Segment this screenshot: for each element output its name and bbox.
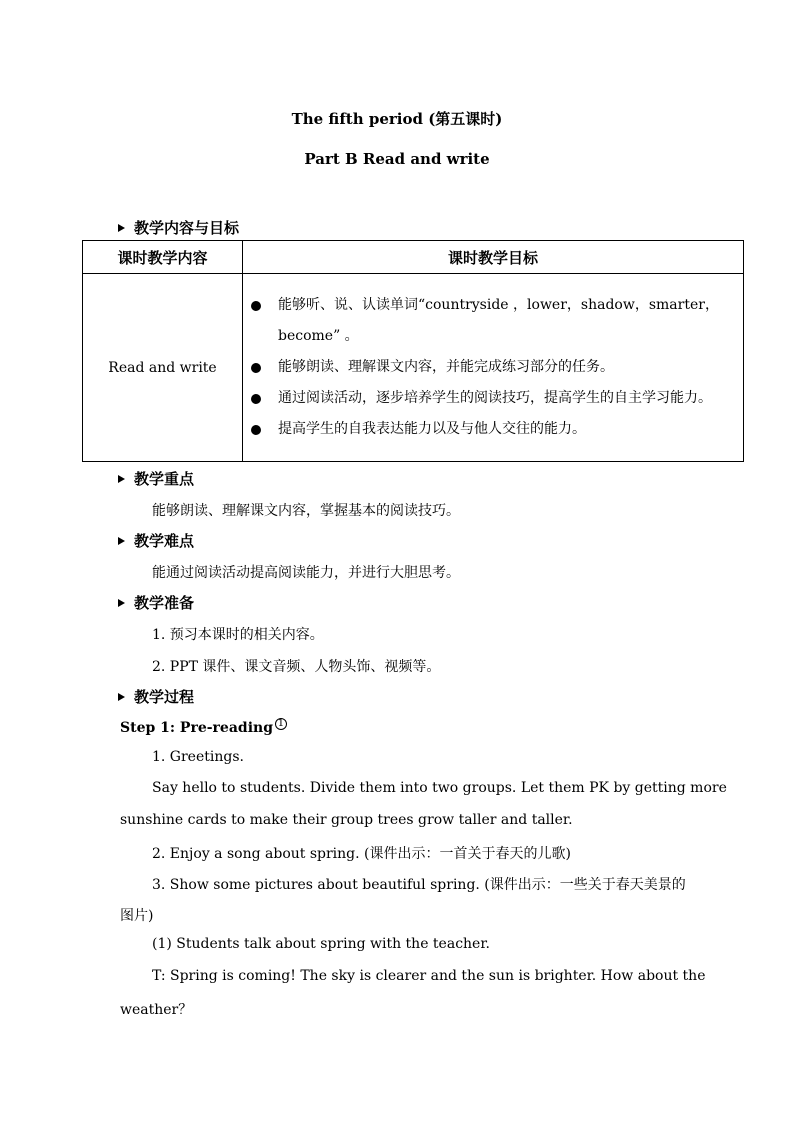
goal-text: 能够朗读、理解课文内容，并能完成练习部分的任务。 [278,359,614,375]
section-heading: 教学难点 [134,532,195,550]
step1-line: (1) Students talk about spring with the teacher. [152,936,490,952]
page-subtitle: Part B Read and write [304,150,490,168]
table-cell-content: Read and write [83,274,243,462]
section-heading: 教学重点 [134,470,195,488]
preparation-item: 1. 预习本课时的相关内容。 [152,627,324,643]
bullet-dot-icon [251,394,261,404]
step1-line: weather？ [120,1002,193,1018]
difficulties-text: 能通过阅读活动提高阅读能力，并进行大胆思考。 [152,565,460,581]
list-item [243,352,743,383]
key-points-text: 能够朗读、理解课文内容，掌握基本的阅读技巧。 [152,503,460,519]
goals-table [82,240,744,462]
list-item [243,383,743,414]
step1-line: 2. Enjoy a song about spring. (课件出示：一首关于春天的儿歌) [152,846,571,862]
section-heading: 教学过程 [134,688,195,706]
goal-text: 提高学生的自我表达能力以及与他人交往的能力。 [278,421,586,437]
preparation-item: 2. PPT 课件、课文音频、人物头饰、视频等。 [152,659,441,675]
list-item [243,290,743,352]
step1-line: 图片) [120,908,154,924]
table-header-goals: 课时教学目标 [243,241,744,274]
section-heading: 教学内容与目标 [134,219,240,237]
bullet-dot-icon [251,301,261,311]
table-header-content: 课时教学内容 [83,241,243,274]
bullet-dot-icon [251,363,261,373]
triangle-bullet-icon [118,537,125,545]
goal-text: 通过阅读活动，逐步培养学生的阅读技巧，提高学生的自主学习能力。 [278,390,712,406]
step1-line: sunshine cards to make their group trees grow taller and taller. [120,812,573,828]
triangle-bullet-icon [118,224,125,232]
goals-list [243,286,743,449]
step1-line: 3. Show some pictures about beautiful spring. (课件出示：一些关于春天美景的 [152,877,686,893]
step1-line: T: Spring is coming! The sky is clearer and the sun is brighter. How about the [152,968,706,984]
section-key-points [118,468,194,489]
step1-line: Say hello to students. Divide them into two groups. Let them PK by getting more [152,780,727,796]
list-item [243,414,743,445]
footnote-marker: 1 [275,718,287,730]
section-difficulties [118,530,194,551]
step1-title-text: Step 1: Pre-reading [120,720,273,736]
step1-title [120,718,287,736]
triangle-bullet-icon [118,693,125,701]
table-cell-goals [243,274,744,462]
section-process [118,686,194,707]
goal-text: 能够听、说、认读单词“countryside ，lower，shadow，smarter，become” 。 [278,297,719,344]
triangle-bullet-icon [118,475,125,483]
section-preparation [118,592,194,613]
step1-line: 1. Greetings. [152,749,244,765]
section-content-goals [118,217,239,238]
page-title: The fifth period (第五课时) [291,110,503,128]
section-heading: 教学准备 [134,594,195,612]
bullet-dot-icon [251,425,261,435]
triangle-bullet-icon [118,599,125,607]
